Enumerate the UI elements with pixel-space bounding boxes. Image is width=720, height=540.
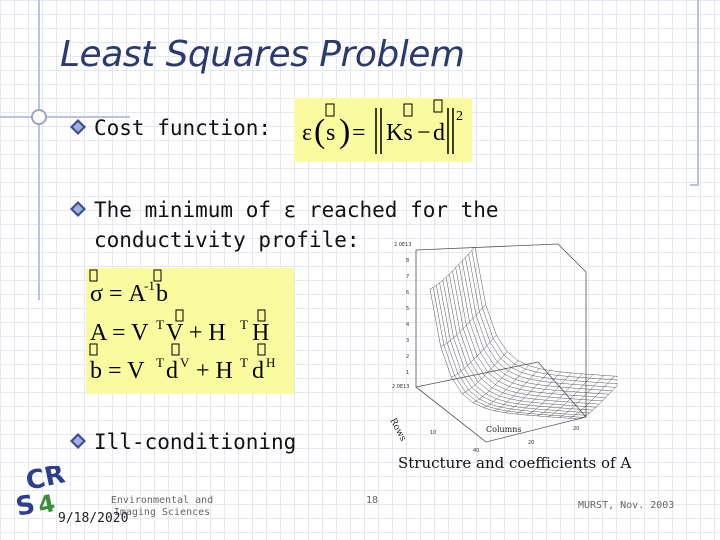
svg-text:T: T [156, 317, 164, 332]
svg-text:−: − [417, 120, 431, 146]
svg-text:10: 10 [430, 430, 437, 436]
svg-text:+ H: + H [196, 358, 233, 384]
svg-text:V + H: V + H [166, 320, 226, 346]
svg-text:V: V [180, 355, 190, 370]
svg-text:CR: CR [23, 466, 68, 497]
svg-text:S: S [14, 489, 38, 523]
bullet-text: The minimum of ε reached for the conductivity profile: [94, 198, 499, 252]
diamond-bullet-icon [70, 201, 86, 217]
bullet-text: Cost function: [94, 116, 272, 140]
footer-event: MURST, Nov. 2003 [578, 500, 675, 511]
svg-text:4: 4 [406, 322, 410, 328]
svg-text:A = V: A = V [90, 320, 149, 346]
surface-mesh-crossline [465, 257, 615, 387]
bullet-cost-function [70, 113, 271, 143]
footer-date: 9/18/2020 [58, 511, 129, 526]
decorative-right-bracket [697, 0, 699, 185]
svg-text:5: 5 [406, 306, 410, 312]
svg-text:40: 40 [473, 448, 480, 454]
footer-page-number: 18 [366, 495, 379, 506]
svg-text:σ = A: σ = A [90, 281, 146, 307]
svg-text:d: d [166, 358, 178, 384]
svg-text:2: 2 [406, 354, 410, 360]
svg-text:-1: -1 [144, 278, 155, 293]
diamond-bullet-icon [70, 433, 86, 449]
svg-text:d: d [433, 120, 445, 146]
decorative-circle-icon [31, 109, 47, 125]
matrix-surface-plot [368, 232, 618, 477]
svg-text:7: 7 [406, 274, 410, 280]
svg-text:b: b [156, 281, 168, 307]
svg-text:1: 1 [406, 370, 410, 376]
svg-text:=: = [352, 120, 366, 146]
svg-text:H: H [252, 320, 270, 346]
solution-equations [86, 268, 294, 394]
surface-mesh-crossline [469, 254, 618, 384]
svg-text:H: H [266, 355, 276, 370]
svg-text:6: 6 [406, 290, 410, 296]
svg-text:b = V: b = V [90, 358, 145, 384]
svg-text:Ks: Ks [386, 120, 413, 146]
figure-caption: Structure and coefficients of A [398, 454, 632, 472]
svg-text:T: T [240, 355, 248, 370]
svg-text:20: 20 [573, 426, 580, 432]
surface-mesh-line [473, 361, 518, 403]
slide-title: Least Squares Problem [60, 34, 465, 75]
decorative-right-bracket-end [690, 184, 699, 186]
svg-text:2.0E13: 2.0E13 [394, 242, 412, 248]
diamond-bullet-icon [70, 119, 86, 135]
bullet-text: Ill-conditioning [94, 430, 297, 454]
svg-text:2: 2 [456, 109, 463, 124]
svg-text:(: ( [314, 113, 326, 150]
svg-text:8: 8 [406, 258, 410, 264]
surface-mesh-crossline [446, 277, 596, 407]
surface-mesh-line [430, 247, 475, 289]
svg-text:3: 3 [406, 338, 410, 344]
svg-text:d: d [252, 358, 264, 384]
footer-course: Environmental and Imaging Sciences [110, 495, 214, 518]
svg-text:T: T [240, 317, 248, 332]
svg-text:s: s [326, 120, 336, 146]
bullet-ill-conditioning [70, 427, 296, 457]
rows-axis-label: Rows [387, 416, 408, 444]
surface-mesh-crossline [475, 247, 618, 377]
surface-mesh-crossline [472, 250, 618, 380]
svg-text:2.0E13: 2.0E13 [392, 384, 410, 390]
svg-text:20: 20 [528, 440, 535, 446]
svg-text:T: T [156, 355, 164, 370]
decorative-vertical-line [38, 0, 40, 300]
svg-text:): ) [339, 113, 351, 150]
cost-function-equation [294, 98, 472, 162]
svg-text:4: 4 [35, 489, 58, 520]
columns-axis-label: Columns [486, 425, 522, 434]
svg-text:ε: ε [302, 120, 313, 146]
